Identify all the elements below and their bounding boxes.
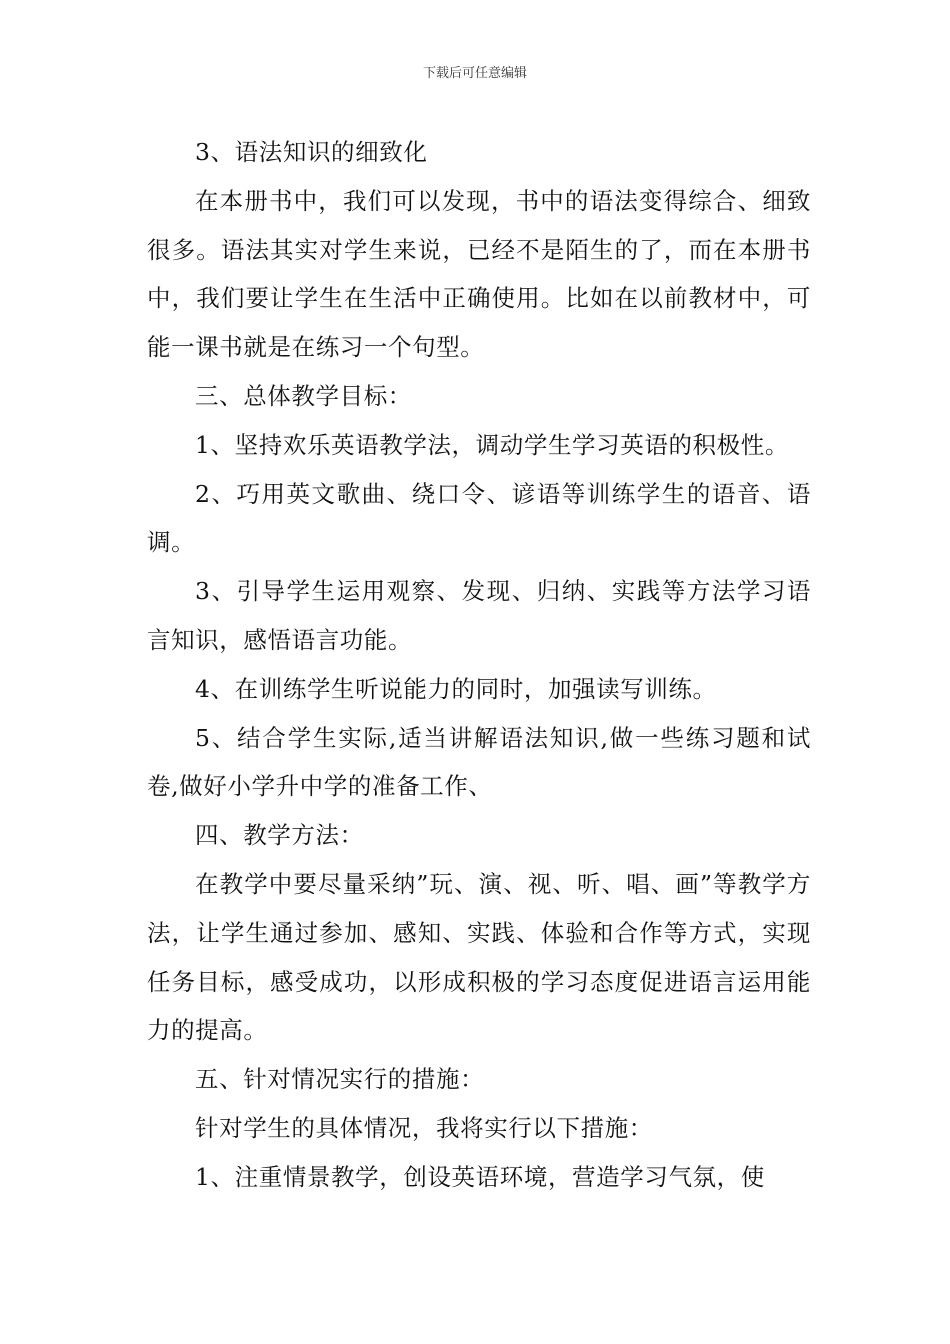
goal-item-5: 5、结合学生实际,适当讲解语法知识,做一些练习题和试卷,做好小学升中学的准备工作、 (147, 723, 811, 801)
goal-item-4: 4、在训练学生听说能力的同时，加强读写训练。 (195, 674, 717, 703)
goal-item-2: 2、巧用英文歌曲、绕口令、谚语等训练学生的语音、语调。 (147, 479, 811, 557)
goal-item-1: 1、坚持欢乐英语教学法，调动学生学习英语的积极性。 (195, 430, 789, 459)
section-heading-measures: 五、针对情况实行的措施： (195, 1065, 485, 1094)
measure-item-1: 1、注重情景教学，创设英语环境，营造学习气氛，使 (195, 1162, 765, 1191)
paragraph-methods-body: 在教学中要尽量采纳”玩、演、视、听、唱、画”等教学方法，让学生通过参加、感知、实践、体验和合作等方式，实现任务目标，感受成功，以形成积极的学习态度促进语言运用能力的提高。 (147, 869, 811, 1045)
page-header: 下载后可任意编辑 (422, 66, 527, 81)
document-body (147, 128, 811, 1202)
goal-item-3: 3、引导学生运用观察、发现、归纳、实践等方法学习语言知识，感悟语言功能。 (147, 577, 811, 654)
paragraph-measures-intro: 针对学生的具体情况，我将实行以下措施： (195, 1113, 653, 1142)
paragraph-grammar-body: 在本册书中，我们可以发现，书中的语法变得综合、细致很多。语法其实对学生来说，已经不是陌生的了，而在本册书中，我们要让学生在生活中正确使用。比如在以前教材中，可能一课书就是在练习一个句型。 (147, 186, 811, 362)
paragraph-grammar-heading: 3、语法知识的细致化 (195, 138, 428, 166)
section-heading-methods: 四、教学方法： (195, 821, 364, 850)
section-heading-goals: 三、总体教学目标： (195, 381, 412, 410)
